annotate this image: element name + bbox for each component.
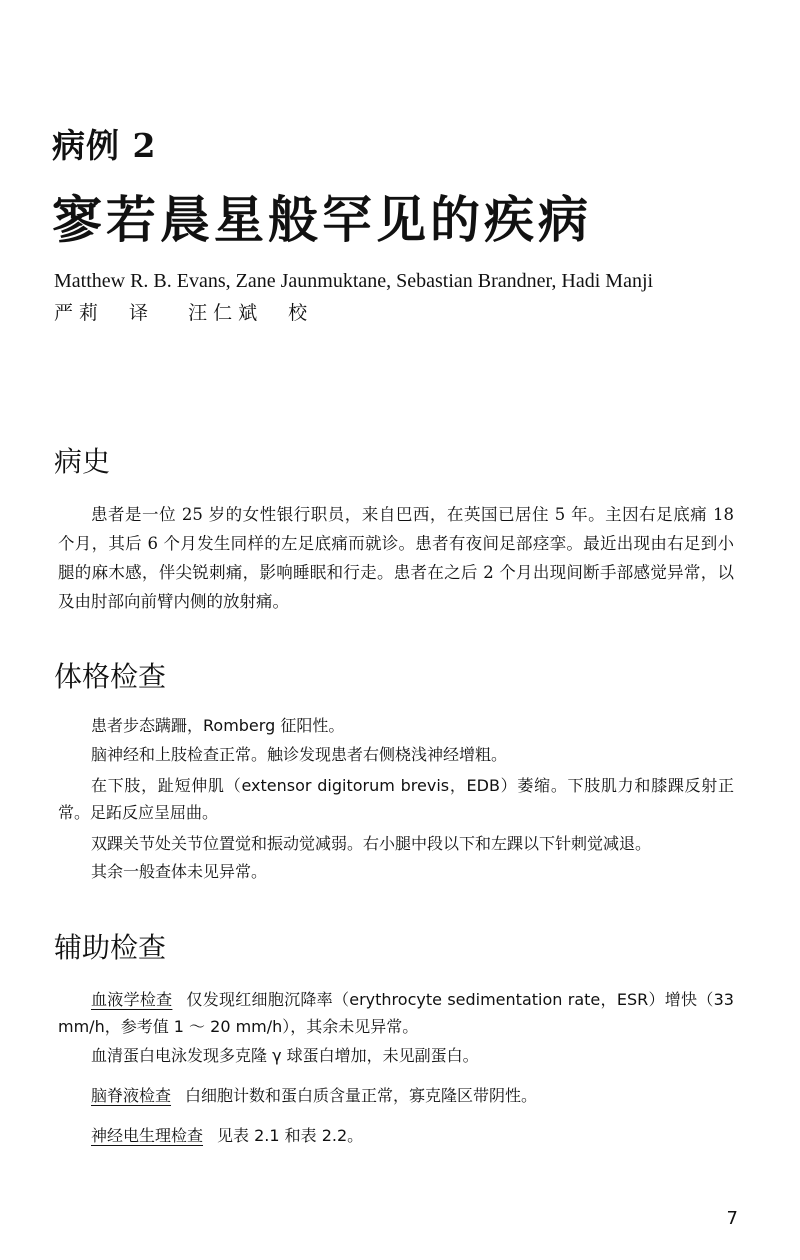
exam-line-gait: 患者步态蹒跚，Romberg 征阳性。 xyxy=(91,716,345,735)
authors: Matthew R. B. Evans, Zane Jaunmuktane, Sebastian Brandner, Hadi Manji xyxy=(54,270,654,292)
reviewer: 汪仁斌 校 xyxy=(188,302,314,324)
translator: 严莉 译 xyxy=(54,302,155,324)
ephys-label: 神经电生理检查 xyxy=(91,1126,204,1145)
history-heading: 病史 xyxy=(54,445,111,478)
translator-credits xyxy=(54,298,335,325)
aux-heading: 辅助检查 xyxy=(54,931,167,964)
exam-line-lower-limb: 在下肢，趾短伸肌（extensor digitorum brevis，EDB）萎缩。下肢肌力和膝踝反射正常。足跖反应呈屈曲。 xyxy=(58,776,734,822)
blood-test-text: 仅发现红细胞沉降率（erythrocyte sedimentation rate，ESR）增快（33 mm/h，参考值 1 ～ 20 mm/h），其余未见异常。 xyxy=(58,990,734,1036)
csf-paragraph xyxy=(58,1082,734,1109)
ephys-paragraph xyxy=(58,1122,734,1149)
exam-heading: 体格检查 xyxy=(54,660,167,693)
page-number: 7 xyxy=(726,1208,738,1229)
history-paragraph: 患者是一位 25 岁的女性银行职员，来自巴西，在英国已居住 5 年。主因右足底痛 18 个月，其后 6 个月发生同样的左足底痛而就诊。患者有夜间足部痉挛。最近出现由右足到小腿的麻木感，伴尖锐刺痛，影响睡眠和行走。患者在之后 2 个月出现间断手部感觉异常，以及由肘部向前臂内侧的放射痛。 xyxy=(58,505,734,611)
case-title: 寥若晨星般罕见的疾病 xyxy=(52,190,592,249)
csf-text: 白细胞计数和蛋白质含量正常，寡克隆区带阴性。 xyxy=(185,1086,538,1105)
ephys-text: 见表 2.1 和表 2.2。 xyxy=(217,1126,364,1145)
exam-line-sensation: 双踝关节处关节位置觉和振动觉减弱。右小腿中段以下和左踝以下针刺觉减退。 xyxy=(91,834,652,853)
blood-test-label: 血液学检查 xyxy=(91,990,173,1009)
blood-test-paragraph xyxy=(58,986,734,1040)
exam-line-cranial: 脑神经和上肢检查正常。触诊发现患者右侧桡浅神经增粗。 xyxy=(91,745,508,764)
serum-electrophoresis-line: 血清蛋白电泳发现多克隆 γ 球蛋白增加，未见副蛋白。 xyxy=(91,1046,479,1065)
case-label: 病例 2 xyxy=(52,126,157,165)
csf-label: 脑脊液检查 xyxy=(91,1086,172,1105)
exam-line-general: 其余一般查体未见异常。 xyxy=(91,862,268,881)
